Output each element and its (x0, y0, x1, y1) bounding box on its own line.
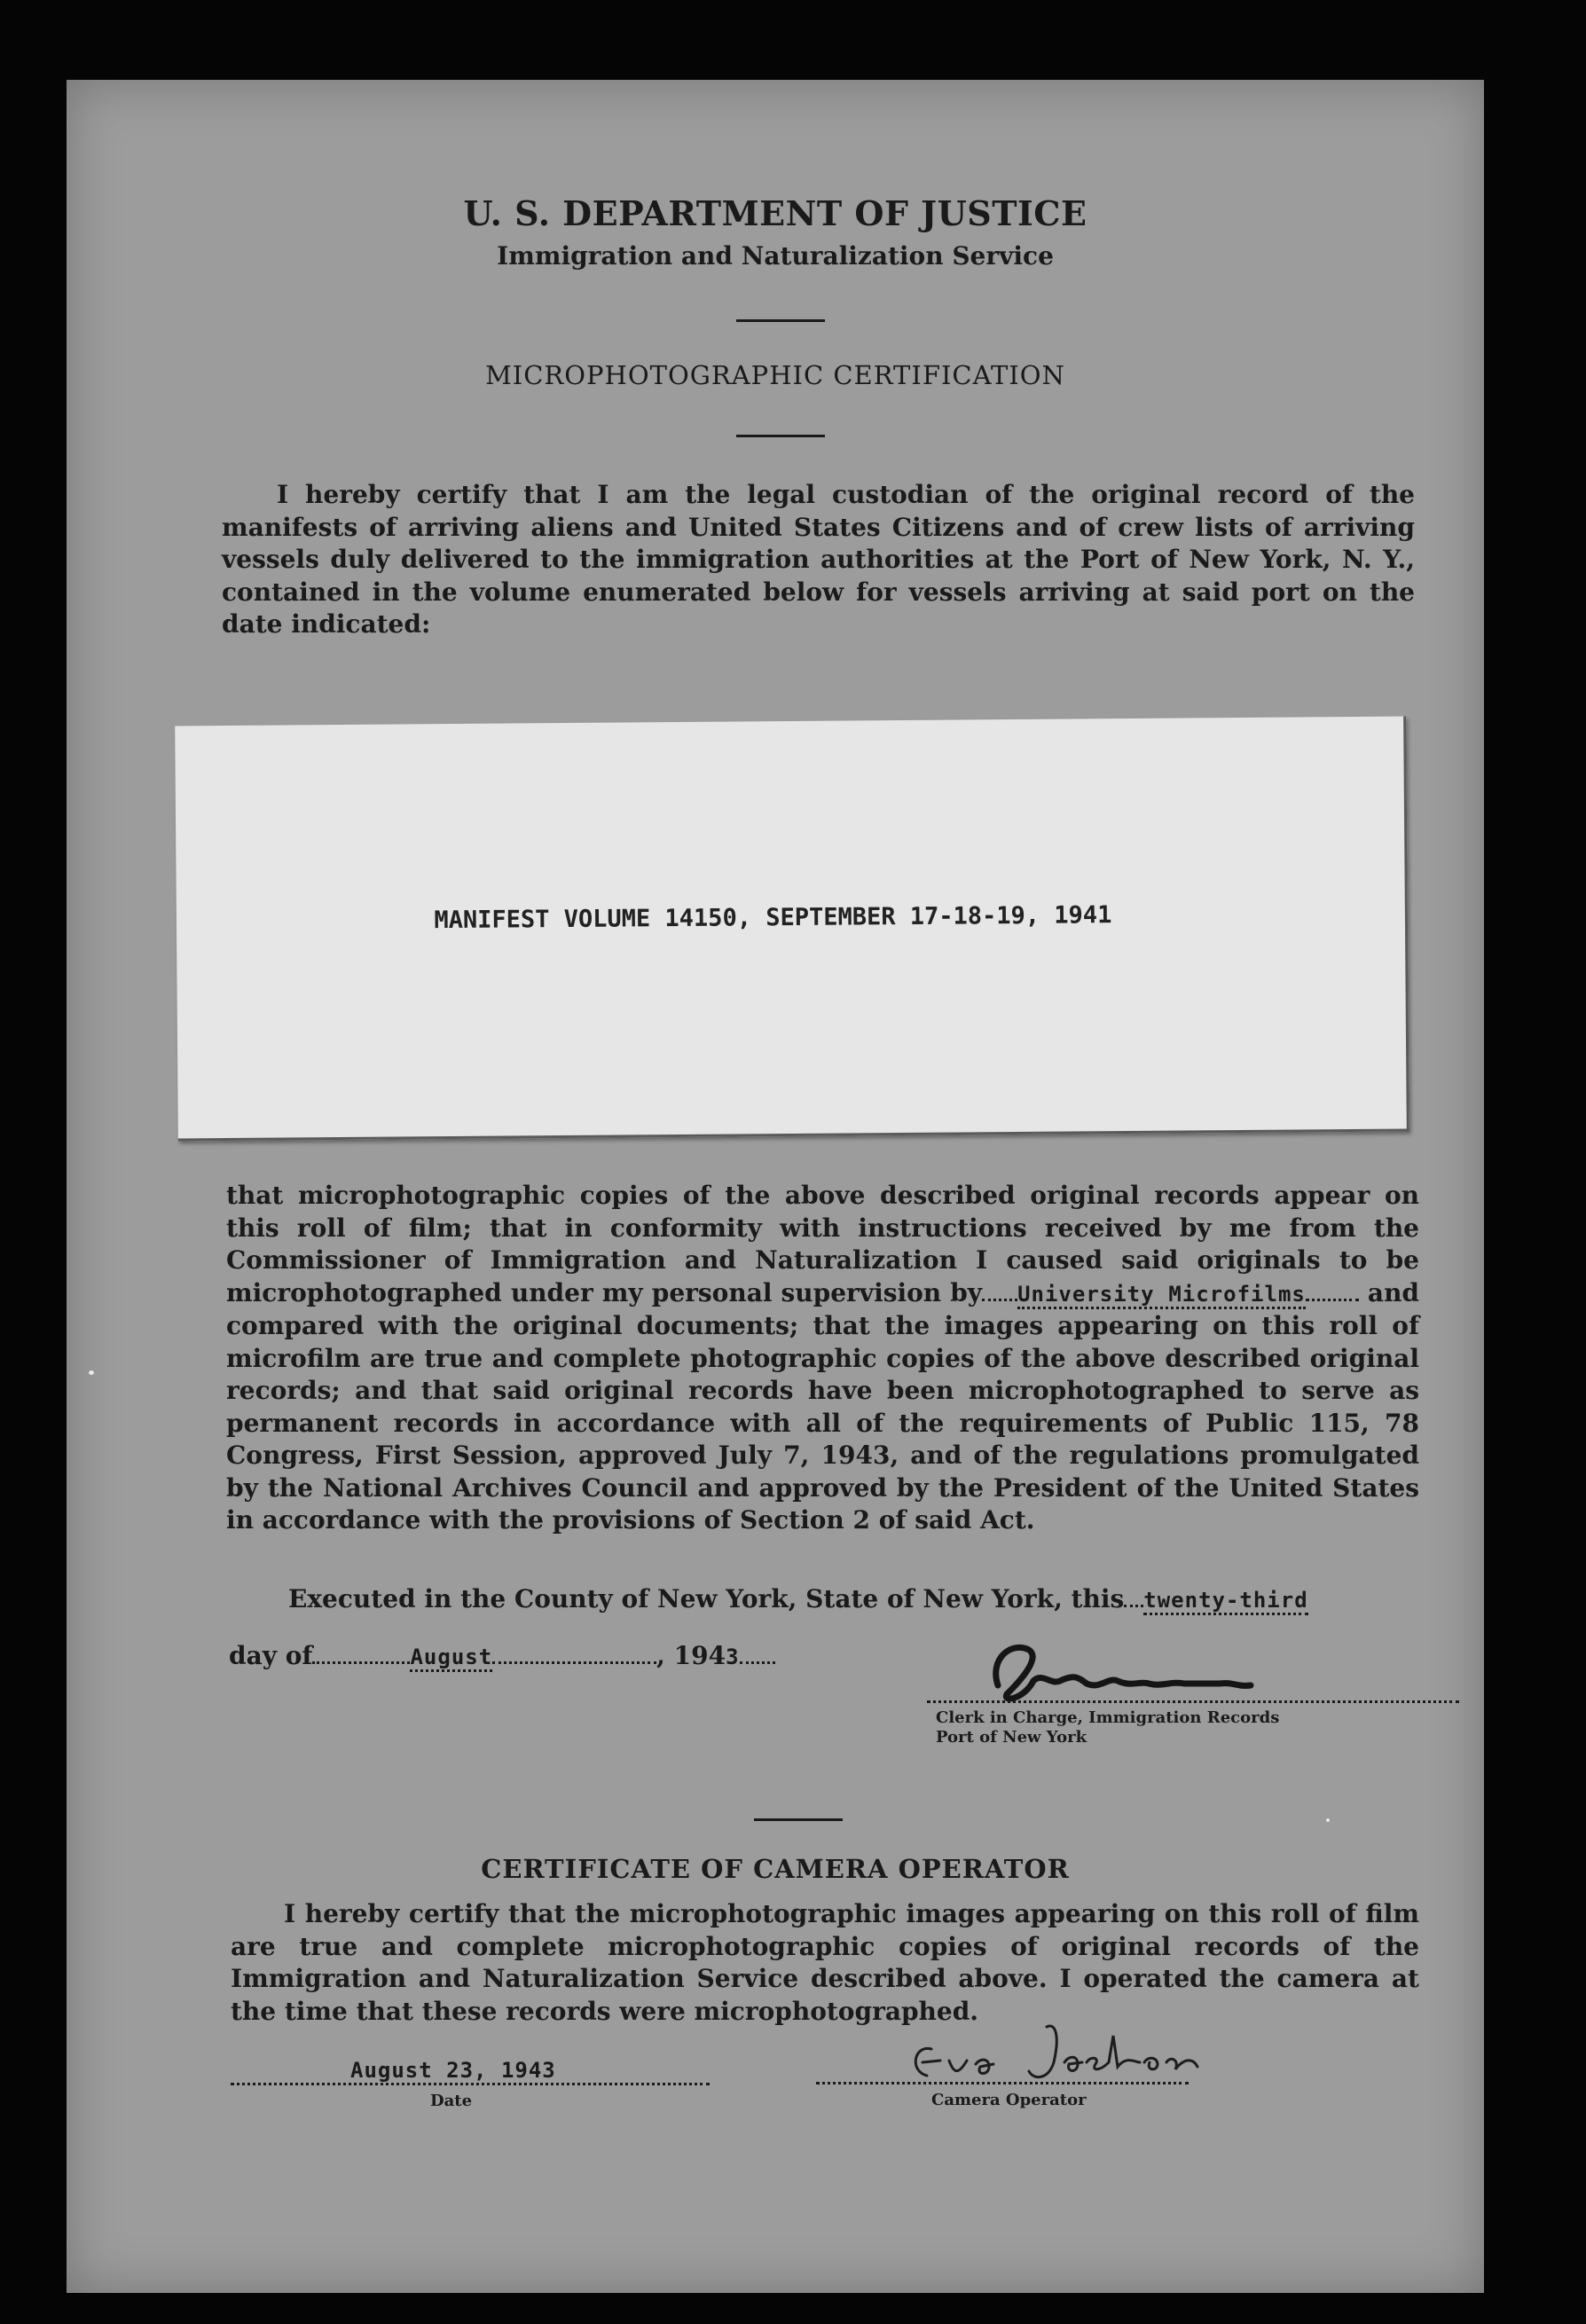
clerk-signature (927, 1632, 1504, 1721)
department-title: U. S. DEPARTMENT OF JUSTICE (463, 193, 1087, 233)
day-of-line: day of August , 1943 (229, 1641, 775, 1670)
executed-line (288, 1584, 1308, 1613)
date-block (231, 2058, 710, 2129)
camera-operator-paragraph: I hereby certify that the microphotographic images appearing on this roll of film are true and complete microphotographic copies of original records of the Immigration and Naturalization Service described above. I operated the camera at the time that these records were microphotographed. (231, 1899, 1419, 2026)
intro-paragraph: I hereby certify that I am the legal custodian of the original record of the manifests of arriving aliens and United States Citizens and of crew lists of arriving vessels duly delivered to the immigration authorities at the Port of New York, N. Y., contained in the volume enumerated below for vessels arriving at said port on the date indicated: (222, 480, 1415, 639)
service-subtitle: Immigration and Naturalization Service (497, 241, 1054, 271)
document-page (67, 80, 1484, 2293)
volume-label: MANIFEST VOLUME 14150, SEPTEMBER 17-18-19, 1941 (434, 901, 1112, 935)
volume-label-slip (175, 717, 1409, 1142)
divider (736, 435, 825, 437)
film-speck (1326, 1818, 1330, 1822)
executed-day: twenty-third (1143, 1588, 1307, 1615)
certification-title: MICROPHOTOGRAPHIC CERTIFICATION (485, 360, 1065, 390)
operator-signature (816, 2009, 1366, 2089)
day-of-label: day of (229, 1641, 313, 1670)
microfilm-firm: University Microfilms (1017, 1282, 1306, 1309)
divider (736, 319, 825, 322)
year-prefix: 194 (673, 1641, 726, 1670)
operator-date: August 23, 1943 (350, 2058, 556, 2083)
year-digit: 3 (726, 1645, 740, 1669)
clerk-caption-line-2: Port of New York (936, 1728, 1087, 1747)
camera-operator-label: Camera Operator (931, 2091, 1087, 2109)
clerk-caption-line-1: Clerk in Charge, Immigration Records (936, 1708, 1280, 1727)
executed-month: August (410, 1645, 492, 1672)
camera-operator-heading: CERTIFICATE OF CAMERA OPERATOR (481, 1854, 1070, 1884)
date-label: Date (430, 2092, 473, 2110)
operator-signature-block (816, 2009, 1366, 2133)
clerk-signature-block (847, 1632, 1468, 1747)
divider (754, 1818, 843, 1821)
film-speck (89, 1370, 94, 1375)
certification-body (226, 1180, 1419, 1537)
executed-text: Executed in the County of New York, State of New York, this (288, 1584, 1125, 1613)
body-part-1: that microphotographic copies of the above described original records appear on this roll of film; that in conformity with instructions received by me from the Commissioner of Immigration and Naturalization I caused said originals to be microphotographed under my personal supervision by (226, 1181, 1419, 1307)
body-part-2: and compared with the original documents; that the images appearing on this roll of microfilm are true and complete photographic copies of the above described original records; and that said original records have been microphotographed to serve as permanent records in accordance with all of the requirements of Public 115, 78 Congress, First Session, approved July 7, 1943, and of the regulations promulgated by the National Archives Council and approved by the President of the United States in accordance with the provisions of Section 2 of said Act. (226, 1277, 1419, 1535)
